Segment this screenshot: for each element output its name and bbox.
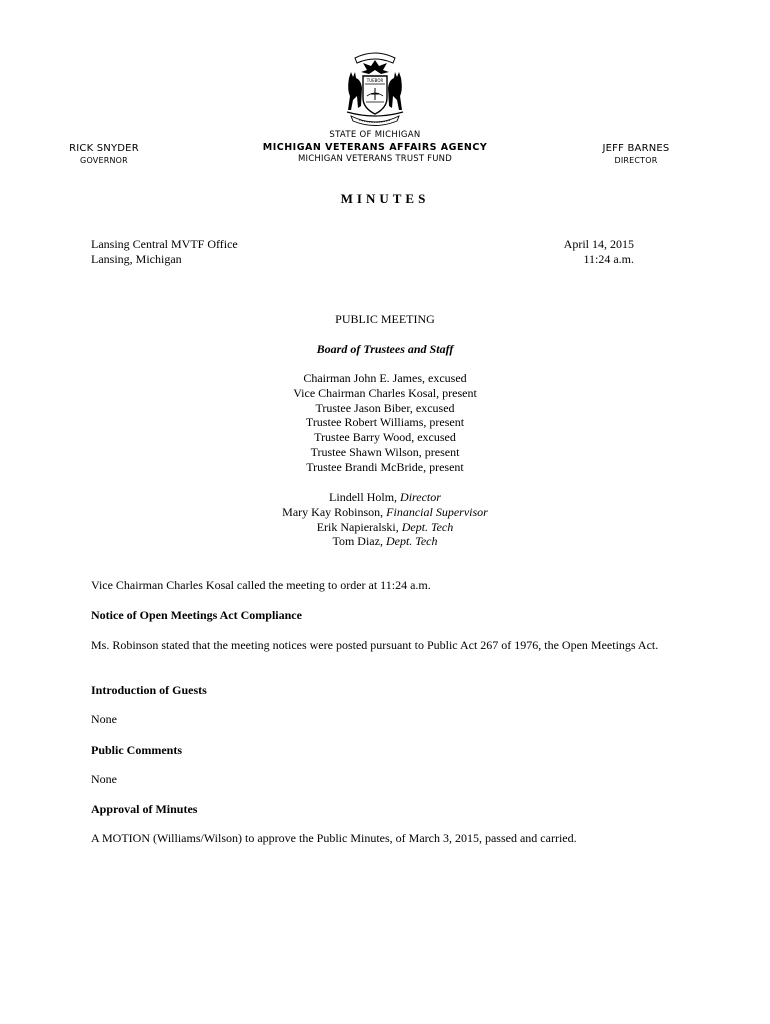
location-line-2: Lansing, Michigan (91, 252, 182, 266)
attendee-list (0, 371, 770, 475)
attendee-item: Trustee Brandi McBride, present (306, 459, 464, 474)
meeting-datetime (564, 237, 634, 267)
location-line-1: Lansing Central MVTF Office (91, 237, 238, 251)
director-title: DIRECTOR (614, 156, 658, 165)
state-name: STATE OF MICHIGAN (329, 130, 421, 140)
section-text-approval: A MOTION (Williams/Wilson) to approve the Public Minutes, of March 3, 2015, passed and carried. (91, 831, 577, 845)
svg-text:TUEBOR: TUEBOR (366, 78, 384, 83)
staff-role: Dept. Tech (401, 519, 454, 534)
staff-name: Mary Kay Robinson, (282, 504, 387, 519)
agency-block (235, 130, 515, 165)
director-block (596, 143, 676, 166)
staff-name: Tom Diaz, (332, 534, 386, 549)
section-text-oma: Ms. Robinson stated that the meeting notices were posted pursuant to Public Act 267 of 1976, the Open Meetings Act. (91, 638, 659, 652)
meeting-type: PUBLIC MEETING (335, 312, 435, 326)
fund-name: MICHIGAN VETERANS TRUST FUND (298, 154, 452, 164)
section-heading-oma: Notice of Open Meetings Act Compliance (91, 608, 302, 622)
staff-item (0, 505, 770, 520)
staff-role: Financial Supervisor (386, 504, 488, 519)
section-heading-guests: Introduction of Guests (91, 683, 207, 697)
section-heading-public-comments: Public Comments (91, 743, 182, 757)
staff-name: Erik Napieralski, (316, 519, 402, 534)
section-text-public-comments: None (91, 772, 117, 786)
attendee-item: Chairman John E. James, excused (303, 371, 467, 385)
director-name: JEFF BARNES (602, 143, 670, 154)
section-text-guests: None (91, 712, 117, 726)
staff-list (0, 490, 770, 549)
section-heading-approval: Approval of Minutes (91, 802, 198, 816)
staff-role: Director (400, 490, 441, 504)
document-title: MINUTES (340, 191, 430, 206)
staff-item (0, 520, 770, 535)
staff-item (0, 490, 770, 505)
attendee-item: Vice Chairman Charles Kosal, present (293, 385, 477, 400)
attendee-item: Trustee Barry Wood, excused (314, 430, 456, 445)
meeting-location (91, 237, 238, 267)
attendee-item: Trustee Robert Williams, present (305, 415, 465, 430)
staff-item (0, 534, 770, 549)
staff-name: Lindell Holm, (329, 490, 401, 504)
meeting-date: April 14, 2015 (563, 237, 634, 251)
staff-role: Dept. Tech (385, 534, 438, 549)
michigan-state-seal-icon (341, 50, 409, 128)
board-heading: Board of Trustees and Staff (316, 342, 454, 356)
governor-name: RICK SNYDER (69, 143, 139, 154)
meeting-time: 11:24 a.m. (583, 252, 634, 266)
governor-title: GOVERNOR (80, 156, 128, 165)
call-to-order: Vice Chairman Charles Kosal called the meeting to order at 11:24 a.m. (91, 578, 431, 592)
attendee-item: Trustee Shawn Wilson, present (310, 444, 460, 459)
agency-name: MICHIGAN VETERANS AFFAIRS AGENCY (262, 142, 488, 153)
governor-block (68, 143, 140, 166)
attendee-item: Trustee Jason Biber, excused (315, 400, 455, 415)
